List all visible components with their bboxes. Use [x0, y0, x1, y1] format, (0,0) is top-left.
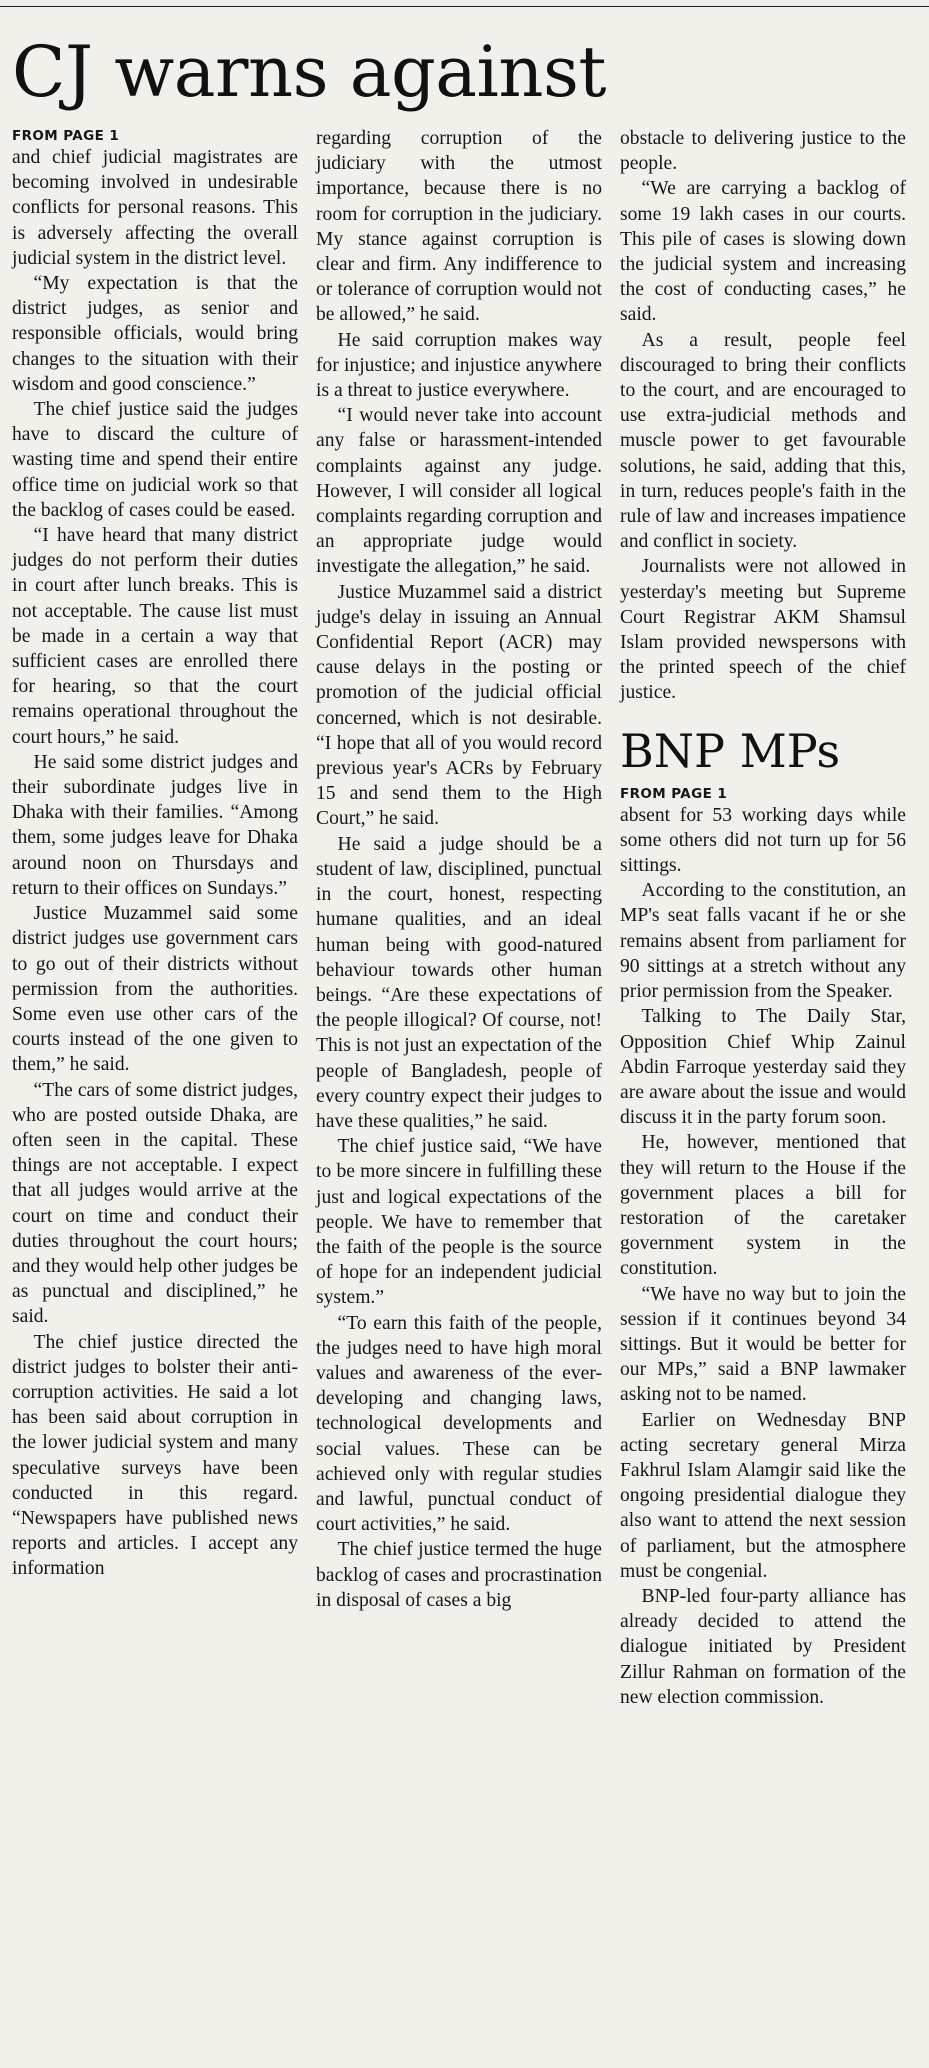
- paragraph: “To earn this faith of the people, the judges need to have high moral values and awareness of the ever-developing and changing laws, technological developments and social values. These can be achieved only with regular studies and lawful, punctual conduct of court activities,” he said.: [316, 1312, 602, 1536]
- paragraph: BNP-led four-party alliance has already decided to attend the dialogue initiated by President Zillur Rahman on formation of the new election commission.: [620, 1585, 906, 1708]
- paragraph: Talking to The Daily Star, Opposition Chief Whip Zainul Abdin Farroque yesterday said they are aware about the issue and would discuss it in the party forum soon.: [620, 1006, 906, 1129]
- paragraph: According to the constitution, an MP's seat falls vacant if he or she remains absent from parliament for 90 sittings at a stretch without any prior permission from the Speaker.: [620, 880, 906, 1003]
- paragraph: Justice Muzammel said a district judge's delay in issuing an Annual Confidential Report (ACR) may cause delays in the posting or promotion of the judicial official concerned, which is not desirable. “I hope that all of you would record previous year's ACRs by February 15 and send them to the High Court,” he said.: [316, 581, 602, 830]
- paragraph: obstacle to delivering justice to the people.: [620, 128, 906, 175]
- column-3: [620, 126, 906, 1710]
- paragraph: He said corruption makes way for injustice; and injustice anywhere is a threat to justice everywhere.: [316, 329, 602, 402]
- dateline: FROM PAGE 1: [12, 128, 120, 144]
- paragraph: regarding corruption of the judiciary with the utmost importance, because there is no room for corruption in the judiciary. My stance against corruption is clear and firm. Any indifference to or tolerance of corruption would not be allowed,” he said.: [316, 128, 602, 326]
- paragraph: “The cars of some district judges, who are posted outside Dhaka, are often seen in the capital. These things are not acceptable. I expect that all judges would arrive at the court on time and conduct their duties throughout the court hours; and they would help other judges be as punctual and disciplined,” he said.: [12, 1079, 298, 1328]
- paragraph: “We have no way but to join the session if it continues beyond 34 sittings. But it would be better for our MPs,” said a BNP lawmaker asking not to be named.: [620, 1283, 906, 1406]
- article-columns: [12, 126, 923, 1710]
- paragraph: The chief justice directed the district judges to bolster their anti-corruption activities. He said a lot has been said about corruption in the lower judicial system and many speculative surveys have been conducted in this regard. “Newspapers have published news reports and articles. I accept any information: [12, 1331, 298, 1580]
- main-headline: CJ warns against: [12, 31, 607, 113]
- paragraph: “My expectation is that the district judges, as senior and responsible officials, would bring changes to the situation with their wisdom and good conscience.”: [12, 273, 298, 395]
- paragraph: He said a judge should be a student of law, disciplined, punctual in the court, honest, respecting humane qualities, and an ideal human being with good-natured behaviour towards other human beings. “Are these expectations of the people illogical? Of course, not! This is not just an expectation of the people of Bangladesh, people of every country expect their judges to have these qualities,” he said.: [316, 833, 602, 1132]
- bnp-dateline: FROM PAGE 1: [620, 785, 728, 802]
- top-rule: [0, 6, 929, 7]
- paragraph: and chief judicial magistrates are becoming involved in undesirable conflicts for personal reasons. This is adversely affecting the overall judicial system in the district level.: [12, 147, 298, 269]
- paragraph: “I would never take into account any false or harassment-intended complaints against any judge. However, I will consider all logical complaints regarding corruption and an appropriate judge would investigate the allegation,” he said.: [316, 405, 602, 578]
- paragraph: Journalists were not allowed in yesterday's meeting but Supreme Court Registrar AKM Shamsul Islam provided newspersons with the printed speech of the chief justice.: [620, 556, 906, 704]
- paragraph: “I have heard that many district judges do not perform their duties in court after lunch breaks. This is not acceptable. The cause list must be made in a certain a way that sufficient cases are enrolled there for hearing, so that the court remains operational throughout the court hours,” he said.: [12, 525, 298, 748]
- paragraph: “We are carrying a backlog of some 19 lakh cases in our courts. This pile of cases is slowing down the judicial system and increasing the cost of conducting cases,” he said.: [620, 178, 906, 326]
- column-2: [316, 126, 602, 1710]
- paragraph: Earlier on Wednesday BNP acting secretary general Mirza Fakhrul Islam Alamgir said like the ongoing presidential dialogue they also want to attend the next session of parliament, but the atmosphere must be congenial.: [620, 1409, 906, 1582]
- column-1: [12, 126, 298, 1710]
- paragraph: Justice Muzammel said some district judges use government cars to go out of their districts without permission from the authorities. Some even use other cars of the courts instead of the one given to them,” he said.: [12, 903, 298, 1076]
- paragraph: The chief justice said, “We have to be more sincere in fulfilling these just and logical expectations of the people. We have to remember that the faith of the people is the source of hope for an independent judicial system.”: [316, 1136, 602, 1309]
- paragraph: He, however, mentioned that they will return to the House if the government places a bill for restoration of the caretaker government system in the constitution.: [620, 1132, 906, 1280]
- paragraph: As a result, people feel discouraged to bring their conflicts to the court, and are encouraged to use extra-judicial methods and muscle power to get favourable solutions, he said, adding that this, in turn, reduces people's faith in the rule of law and increases impatience and conflict in society.: [620, 329, 906, 553]
- bnp-mps-headline: BNP MPs: [620, 723, 841, 778]
- paragraph: He said some district judges and their subordinate judges live in Dhaka with their families. “Among them, some judges leave for Dhaka around noon on Thursdays and return to their offices on Sundays.”: [12, 751, 298, 899]
- paragraph: absent for 53 working days while some others did not turn up for 56 sittings.: [620, 804, 906, 877]
- paragraph: The chief justice said the judges have to discard the culture of wasting time and spend their entire office time on judicial work so that the backlog of cases could be eased.: [12, 399, 298, 521]
- paragraph: The chief justice termed the huge backlog of cases and procrastination in disposal of cases a big: [316, 1539, 602, 1611]
